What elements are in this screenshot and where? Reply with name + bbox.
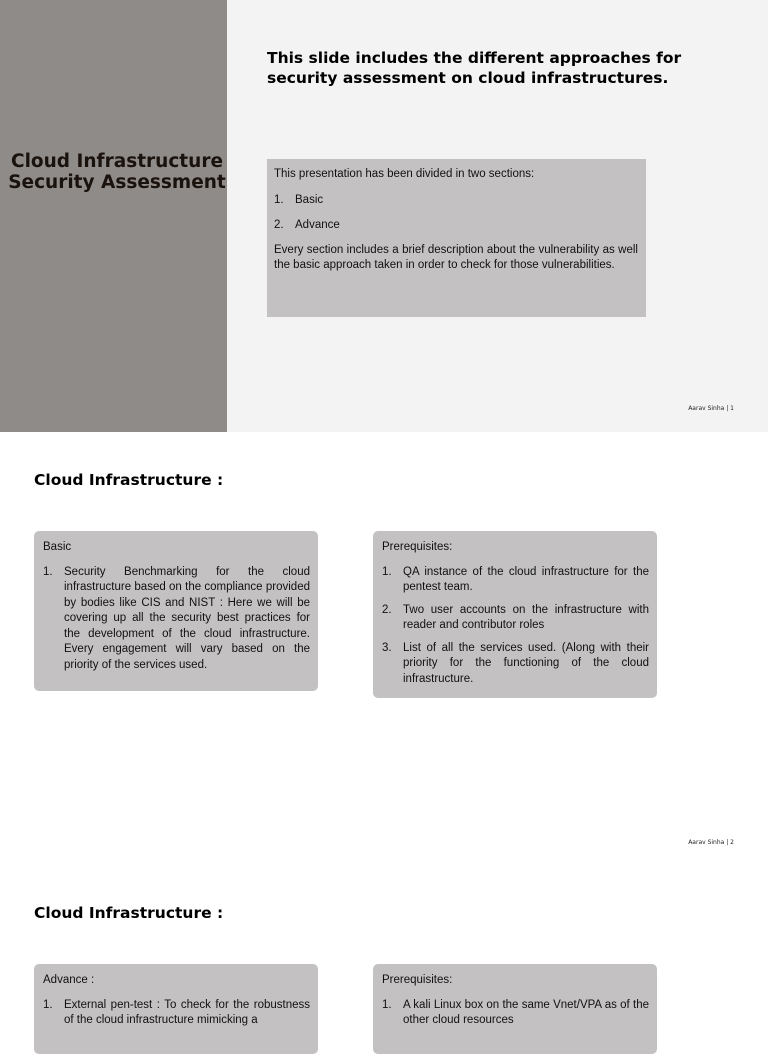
list-item bbox=[382, 603, 649, 634]
section-heading: Cloud Infrastructure : bbox=[34, 471, 224, 489]
slide-footer: Aarav Sinha | 2 bbox=[688, 839, 734, 846]
basic-list bbox=[43, 565, 310, 674]
item-number: 1. bbox=[43, 565, 53, 578]
section-label: Advance bbox=[295, 219, 340, 231]
advance-card bbox=[34, 964, 318, 1054]
section-number: 1. bbox=[274, 193, 284, 206]
section-item-advance bbox=[274, 218, 638, 234]
item-number: 3. bbox=[382, 641, 392, 654]
item-number: 1. bbox=[43, 998, 53, 1011]
list-item bbox=[43, 565, 310, 674]
item-text: QA instance of the cloud infrastructure for the pentest team. bbox=[403, 565, 649, 593]
item-text: External pen-test : To check for the robustness of the cloud infrastructure mimicking a bbox=[64, 998, 310, 1026]
item-number: 1. bbox=[382, 998, 392, 1011]
item-text: Two user accounts on the infrastructure with reader and contributor roles bbox=[403, 603, 649, 631]
item-number: 2. bbox=[382, 603, 392, 616]
intro-lead: This presentation has been divided in two sections: bbox=[274, 168, 535, 180]
deck-title: Cloud Infrastructure Security Assessment bbox=[8, 151, 226, 193]
intro-heading: This slide includes the different approaches for security assessment on cloud infrastructures. bbox=[267, 49, 682, 87]
prerequisites-card bbox=[373, 531, 657, 698]
card-title: Advance : bbox=[43, 974, 95, 986]
slide-1 bbox=[0, 0, 768, 432]
item-text: Security Benchmarking for the cloud infrastructure based on the compliance provided by bodies like CIS and NIST : Here we will be covering up all the security best practices for the development of the cloud infrastructure. Every engagement will vary based on the priority of the services used. bbox=[64, 565, 310, 671]
basic-card bbox=[34, 531, 318, 691]
prerequisites-list bbox=[382, 565, 649, 688]
section-heading: Cloud Infrastructure : bbox=[34, 904, 224, 922]
item-number: 1. bbox=[382, 565, 392, 578]
slide-footer: Aarav Sinha | 1 bbox=[688, 405, 734, 412]
card-title: Prerequisites: bbox=[382, 541, 453, 553]
card-title: Prerequisites: bbox=[382, 974, 453, 986]
list-item bbox=[382, 641, 649, 688]
prerequisites-card bbox=[373, 964, 657, 1054]
section-list bbox=[274, 193, 638, 234]
item-text: List of all the services used. (Along with their priority for the functioning of the cloud infrastructure. bbox=[403, 641, 649, 685]
item-text: A kali Linux box on the same Vnet/VPA as of the other cloud resources bbox=[403, 998, 649, 1026]
intro-box bbox=[267, 159, 646, 317]
list-item bbox=[382, 565, 649, 596]
card-title: Basic bbox=[43, 541, 72, 553]
title-panel bbox=[0, 0, 227, 432]
intro-description: Every section includes a brief description about the vulnerability as well the basic approach taken in order to check for those vulnerabilities. bbox=[274, 243, 638, 271]
section-label: Basic bbox=[295, 193, 324, 206]
slide-2 bbox=[0, 432, 768, 864]
section-item-basic bbox=[274, 193, 638, 209]
section-number: 2. bbox=[274, 219, 284, 231]
slide-3 bbox=[0, 864, 768, 1024]
